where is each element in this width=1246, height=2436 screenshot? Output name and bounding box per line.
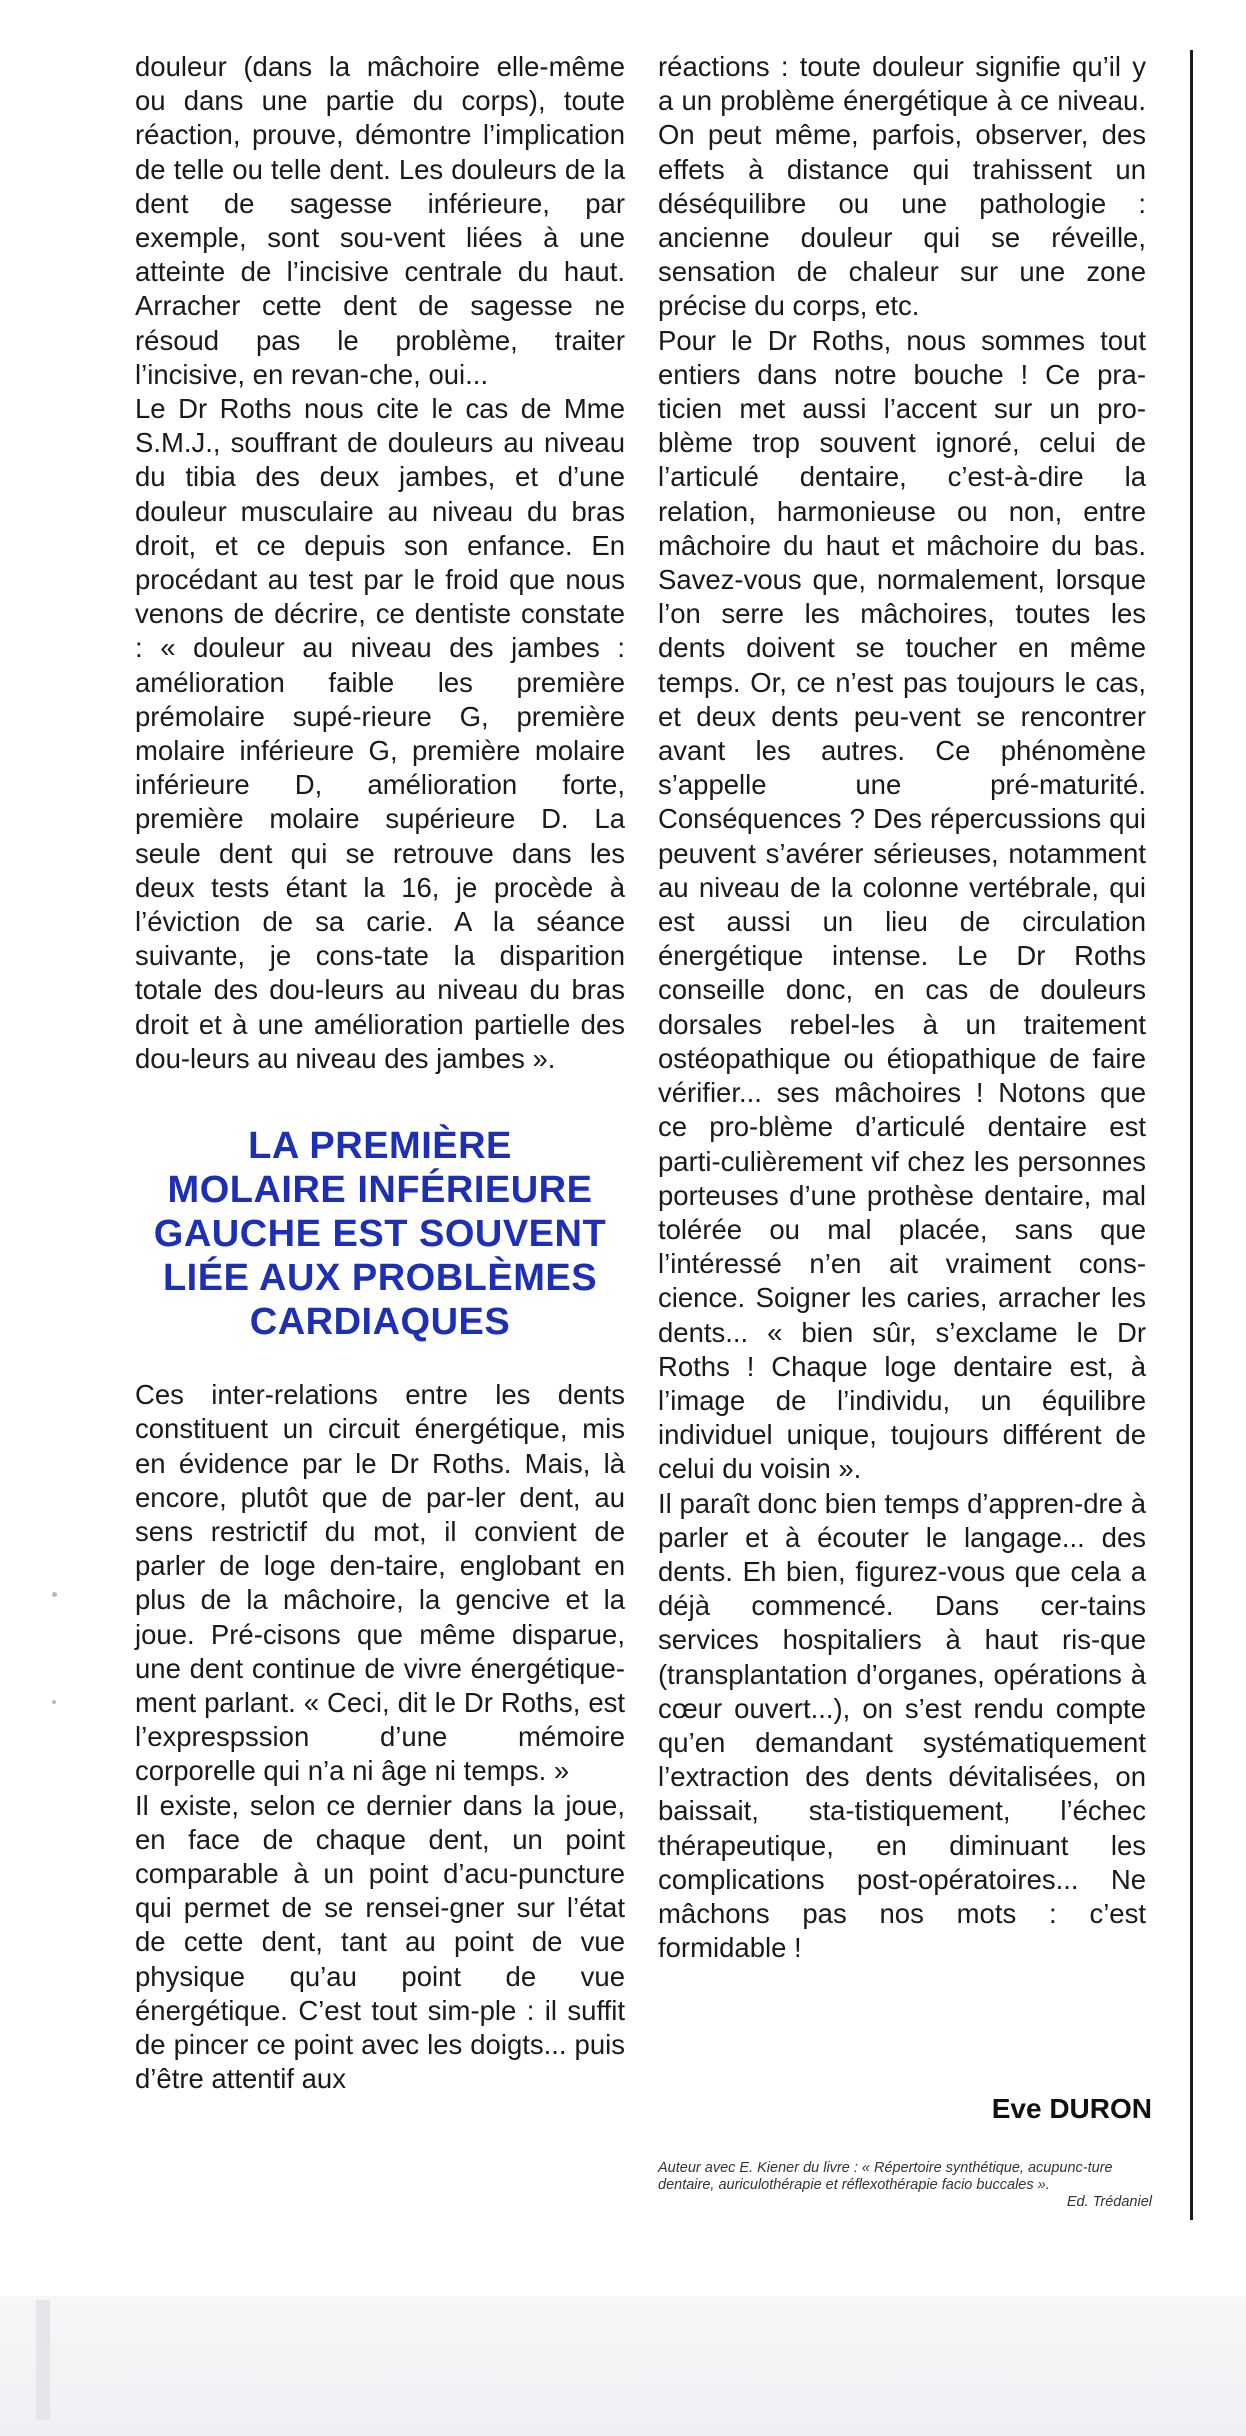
heading-line: MOLAIRE INFÉRIEURE <box>167 1169 593 1212</box>
heading-line: CARDIAQUES <box>249 1301 511 1344</box>
scan-speck <box>52 1592 57 1597</box>
book-footnote <box>658 2160 1152 2211</box>
heading-line: LIÉE AUX PROBLÈMES <box>162 1257 598 1300</box>
paragraph: réactions : toute douleur signifie qu’il y a un problème énergétique à ce niveau. On peut même, parfois, observer, des effets à distance qui trahissent un déséquilibre ou une pathologie : ancienne douleur qui se réveille, sensation de chaleur sur une zone précise du corps, etc. <box>658 51 1146 322</box>
column-rule <box>1190 50 1193 2220</box>
scan-edge-shadow <box>36 2300 50 2420</box>
paragraph: Pour le Dr Roths, nous sommes tout entiers dans notre bouche ! Ce pra-ticien met aussi l’accent sur un pro-blème trop souvent ignoré, celui de l’articulé dentaire, c’est-à-dire la relation, harmonieuse ou non, entre mâchoire du haut et mâchoire du bas. Savez-vous que, normalement, lorsque l’on serre les mâchoires, toutes les dents doivent se toucher en même temps. Or, ce n’est pas toujours le cas, et deux dents peu-vent se rencontrer avant les autres. Ce phénomène s’appelle une pré-maturité. Conséquences ? Des répercussions qui peuvent s’avérer sérieuses, notamment au niveau de la colonne vertébrale, qui est aussi un lieu de circulation énergétique intense. Le Dr Roths conseille donc, en cas de douleurs dorsales rebel-les à un traitement ostéopathique ou étiopathique de faire vérifier... ses mâchoires ! Notons que ce pro-blème d’articulé dentaire est parti-culièrement vif chez les personnes porteuses d’une prothèse dentaire, mal tolérée ou mal placée, sans que l’intéressé n’en ait vraiment cons-cience. Soigner les caries, arracher les dents... « bien sûr, s’exclame le Dr Roths ! Chaque loge dentaire est, à l’image de l’individu, un équilibre individuel unique, toujours différent de celui du voisin ». <box>658 324 1146 1485</box>
section-heading <box>135 1124 625 1344</box>
heading-line: GAUCHE EST SOUVENT <box>153 1213 607 1256</box>
paragraph: Il existe, selon ce dernier dans la joue, en face de chaque dent, un point comparable à un point d’acu-puncture qui permet de se rensei-gner sur l’état de cette dent, tant au point de vue physique qu’au point de vue énergétique. C’est tout sim-ple : il suffit de pincer ce point avec les doigts... puis d’être attentif aux <box>135 1789 625 2095</box>
paragraph: Le Dr Roths nous cite le cas de Mme S.M.J., souffrant de douleurs au niveau du tibia des deux jambes, et d’une douleur musculaire au niveau du bras droit, et ce depuis son enfance. En procédant au test par le froid que nous venons de décrire, ce dentiste constate : « douleur au niveau des jambes : amélioration faible les première prémolaire supé-rieure G, première molaire inférieure G, première molaire inférieure D, amélioration forte, première molaire supérieure D. La seule dent qui se retrouve dans les deux tests étant la 16, je procède à l’éviction de sa carie. A la séance suivante, je cons-tate la disparition totale des dou-leurs au niveau du bras droit et à une amélioration partielle des dou-leurs au niveau des jambes ». <box>135 393 625 1074</box>
left-column <box>135 50 625 2096</box>
footnote-text: Auteur avec E. Kiener du livre : « Répertoire synthétique, acupunc-ture dentaire, auriculothérapie et réflexothérapie facio buccales ». <box>658 2160 1113 2193</box>
paragraph: Ces inter-relations entre les dents constituent un circuit énergétique, mis en évidence par le Dr Roths. Mais, là encore, plutôt que de par-ler dent, au sens restrictif du mot, il convient de parler de loge den-taire, englobant en plus de la mâchoire, la gencive et la joue. Pré-cisons que même disparue, une dent continue de vivre énergétique-ment parlant. « Ceci, dit le Dr Roths, est l’exprespssion d’une mémoire corporelle qui n’a ni âge ni temps. » <box>135 1379 625 1787</box>
paragraph: douleur (dans la mâchoire elle-même ou dans une partie du corps), toute réaction, prouve, démontre l’implication de telle ou telle dent. Les douleurs de la dent de sagesse inférieure, par exemple, sont sou-vent liées à une atteinte de l’incisive centrale du haut. Arracher cette dent de sagesse ne résoud pas le problème, traiter l’incisive, en revan-che, oui... <box>135 51 625 390</box>
publisher-credit: Ed. Trédaniel <box>1066 2194 1152 2210</box>
paragraph: Il paraît donc bien temps d’appren-dre à parler et à écouter le langage... des dents. Eh bien, figurez-vous que cela a déjà commencé. Dans cer-tains services hospitaliers à haut ris-que (transplantation d’organes, opérations à cœur ouvert...), on s’est rendu compte qu’en demandant systématiquement l’extraction des dents dévitalisées, on baissait, sta-tistiquement, l’échec thérapeutique, en diminuant les complications post-opératoires... Ne mâchons pas nos mots : c’est formidable ! <box>658 1487 1146 1964</box>
scan-bottom-margin <box>0 2296 1246 2436</box>
scan-speck <box>52 1700 56 1704</box>
heading-line: LA PREMIÈRE <box>248 1125 512 1168</box>
right-column <box>658 50 1146 1965</box>
author-signature: Eve DURON <box>991 2093 1152 2124</box>
